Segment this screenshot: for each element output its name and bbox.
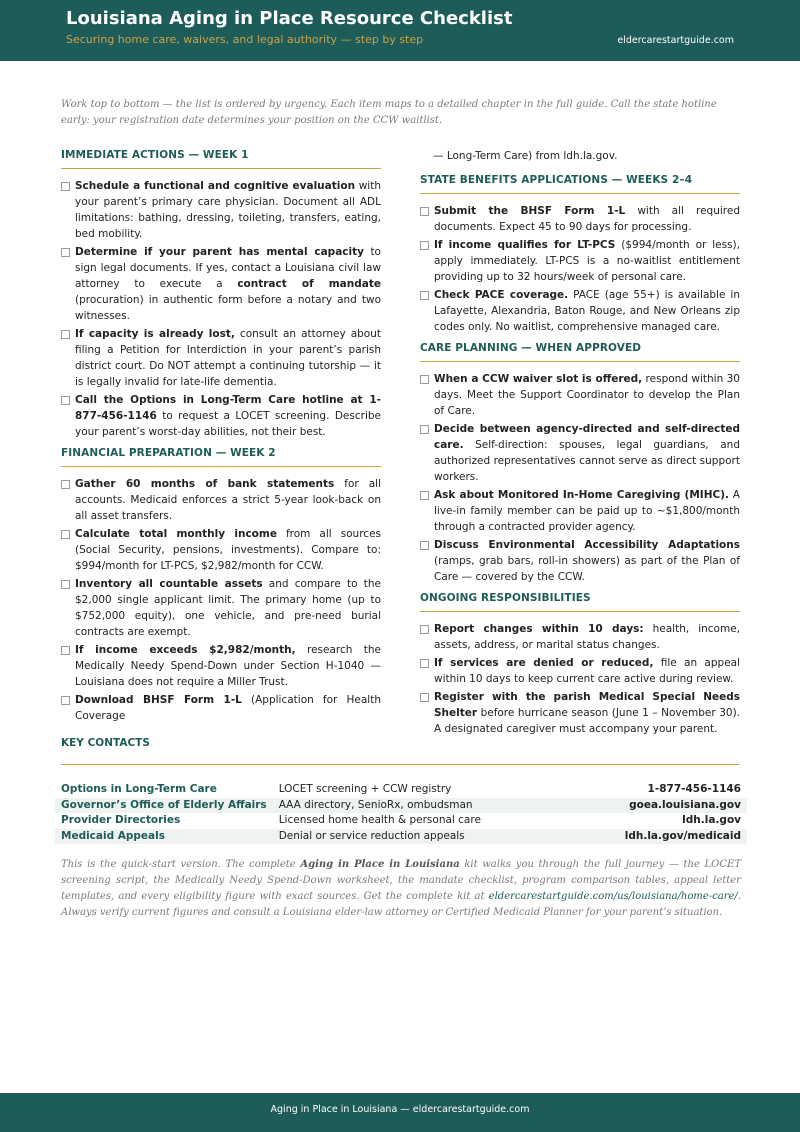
item-lead: Determine if your parent has mental capacity [75, 246, 364, 258]
checklist-state [420, 203, 740, 335]
contact-description: Denial or service reduction appeals [273, 829, 570, 845]
checklist-immediate [61, 178, 381, 440]
item-text: to request a LOCET screening. Describe your parent’s worst-day abilities, not their best. [75, 410, 381, 438]
checkbox[interactable] [420, 659, 429, 668]
page-footer: Aging in Place in Louisiana — eldercarestartguide.com [0, 1093, 800, 1132]
item-lead: Download BHSF Form 1-L [75, 694, 242, 706]
table-row [55, 798, 747, 814]
checklist-item [61, 326, 381, 390]
contact-description: AAA directory, SenioRx, ombudsman [273, 798, 570, 814]
item-lead-inline: contract of mandate [237, 278, 381, 290]
item-continuation: — Long-Term Care) from ldh.la.gov. [433, 150, 618, 162]
checklist-item [420, 287, 740, 335]
item-lead: Call the Options in Long-Term Care hotline at 1-877-456-1146 [75, 394, 381, 422]
item-lead: Register with the parish Medical Special Needs Shelter [434, 691, 740, 719]
item-lead: Check PACE coverage. [434, 289, 569, 301]
section-heading-state: STATE BENEFITS APPLICATIONS — WEEKS 2–4 [420, 173, 740, 194]
item-lead: Report changes within 10 days: [434, 623, 644, 635]
item-text-continued: (procuration) in authentic form before a notary and two witnesses. [75, 294, 381, 322]
item-lead: Inventory all countable assets [75, 578, 263, 590]
checklist-care [420, 371, 740, 585]
item-lead: Submit the BHSF Form 1-L [434, 205, 626, 217]
checklist-item [420, 487, 740, 535]
item-text: file an appeal within 10 days to keep current care active during review. [434, 657, 741, 685]
checklist-item [420, 621, 740, 653]
checklist-item [420, 655, 740, 687]
item-text: (Application for Health Coverage [75, 694, 381, 722]
checklist-item [420, 203, 740, 235]
checkbox[interactable] [420, 425, 429, 434]
item-text: Self-direction: spouses, legal guardians, and authorized representatives cannot serve as direct support workers. [434, 439, 740, 483]
checklist-item [420, 421, 740, 485]
key-contacts-heading: KEY CONTACTS [61, 736, 739, 765]
checkbox[interactable] [61, 182, 70, 191]
key-contacts-table [55, 782, 747, 844]
contact-value[interactable]: goea.louisiana.gov [569, 798, 747, 814]
item-text: (ramps, grab bars, roll-in showers) as part of the Plan of Care — covered by the CCW. [434, 555, 740, 583]
item-text: ($994/month or less), apply immediately. LT-PCS is a no-waitlist entitlement providing up to 32 hours/week of personal care. [434, 239, 740, 283]
contact-name: Provider Directories [61, 814, 181, 826]
checklist-item [61, 692, 381, 724]
item-lead: If income qualifies for LT-PCS [434, 239, 616, 251]
item-lead: Ask about Monitored In-Home Caregiving (MIHC). [434, 489, 729, 501]
checkbox[interactable] [61, 696, 70, 705]
checklist-item [61, 526, 381, 574]
checklist-item [420, 689, 740, 737]
contact-value[interactable]: ldh.la.gov [682, 814, 741, 826]
item-text: consult an attorney about filing a Petition for Interdiction in your parent’s parish district court. Do NOT attempt a continuing tutorship — it is legally invalid for late-life dementia. [75, 328, 381, 388]
checklist-item [420, 371, 740, 419]
checklist-financial [61, 476, 381, 724]
contact-name: Medicaid Appeals [55, 829, 273, 845]
section-heading-ongoing: ONGOING RESPONSIBILITIES [420, 591, 740, 612]
checklist-item [420, 237, 740, 285]
closing-text: This is the quick-start version. The complete [61, 859, 301, 870]
page-title: Louisiana Aging in Place Resource Checklist [66, 8, 513, 29]
item-lead: Calculate total monthly income [75, 528, 277, 540]
checkbox[interactable] [420, 207, 429, 216]
checkbox[interactable] [420, 491, 429, 500]
item-lead: If services are denied or reduced, [434, 657, 654, 669]
checkbox[interactable] [61, 646, 70, 655]
checklist-ongoing [420, 621, 740, 737]
item-text: for all accounts. Medicaid enforces a strict 5-year look-back on all asset transfers. [75, 478, 381, 522]
kit-title: Aging in Place in Louisiana [300, 859, 460, 870]
item-text: respond within 30 days. Meet the Support Coordinator to develop the Plan of Care. [434, 373, 740, 417]
item-text: A live-in family member can be paid up to ~$1,800/month through a contracted provider agency. [434, 489, 740, 533]
kit-link[interactable]: eldercarestartguide.com/us/louisiana/home-care/ [488, 891, 738, 902]
checklist-item [61, 178, 381, 242]
closing-note [61, 857, 741, 921]
checklist-item [61, 642, 381, 690]
checkbox[interactable] [61, 396, 70, 405]
section-heading-care: CARE PLANNING — WHEN APPROVED [420, 341, 740, 362]
checklist-item [61, 392, 381, 440]
page-subtitle: Securing home care, waivers, and legal authority — step by step [66, 33, 424, 46]
checkbox[interactable] [61, 480, 70, 489]
item-text: to sign legal documents. If yes, contact a Louisiana civil law attorney to execute a [75, 246, 381, 290]
item-lead: When a CCW waiver slot is offered, [434, 373, 643, 385]
contact-description: LOCET screening + CCW registry [278, 783, 452, 795]
checklist-item [420, 537, 740, 585]
contact-value[interactable]: 1-877-456-1146 [647, 783, 741, 795]
contact-value[interactable]: ldh.la.gov/medicaid [569, 829, 747, 845]
intro-text: Work top to bottom — the list is ordered by urgency. Each item maps to a detailed chapter in the full guide. Call the state hotline early: your registration date determines your position on the CCW waitlist. [61, 99, 717, 126]
item-lead: Discuss Environmental Accessibility Adaptations [434, 539, 740, 551]
header-site-link[interactable]: eldercarestartguide.com [617, 35, 734, 46]
contact-name: Governor’s Office of Elderly Affairs [55, 798, 273, 814]
table-row [55, 782, 747, 798]
contact-name: Options in Long-Term Care [61, 783, 217, 795]
checkbox[interactable] [61, 580, 70, 589]
checkbox[interactable] [420, 241, 429, 250]
checkbox[interactable] [61, 248, 70, 257]
item-lead: Gather 60 months of bank statements [75, 478, 335, 490]
closing-text: . Always verify current figures and consult a Louisiana elder-law attorney or Certified Medicaid Planner for your parent’s situation. [61, 891, 741, 918]
right-column [420, 148, 740, 743]
item-lead: Schedule a functional and cognitive evaluation [75, 180, 356, 192]
closing-text: kit walks you through the full journey — the LOCET screening script, the Medically Needy Spend-Down worksheet, the mandate checklist, program comparison tables, appeal letter templates, and every eligibility figure with exact sources. Get the complete kit at [61, 859, 741, 902]
checklist-item [61, 476, 381, 524]
checkbox[interactable] [420, 541, 429, 550]
table-row [55, 813, 747, 829]
section-heading-financial: FINANCIAL PREPARATION — WEEK 2 [61, 446, 381, 467]
checkbox[interactable] [420, 625, 429, 634]
contact-description: Licensed home health & personal care [278, 814, 481, 826]
item-text: and compare to the $2,000 single applicant limit. The primary home (up to $752,000 equity), one vehicle, and pre-need burial contracts are exempt. [75, 578, 381, 638]
checkbox[interactable] [420, 291, 429, 300]
item-lead: If capacity is already lost, [75, 328, 235, 340]
checkbox[interactable] [420, 693, 429, 702]
checkbox[interactable] [420, 375, 429, 384]
item-lead: If income exceeds $2,982/month, [75, 644, 296, 656]
checkbox[interactable] [61, 330, 70, 339]
item-lead: Decide between agency-directed and self-directed care. [434, 423, 740, 451]
item-text: PACE (age 55+) is available in Lafayette, Alexandria, Baton Rouge, and New Orleans zip codes only. No waitlist, comprehensive managed care. [434, 289, 740, 333]
section-heading-immediate: IMMEDIATE ACTIONS — WEEK 1 [61, 148, 381, 169]
checkbox[interactable] [61, 530, 70, 539]
page-header [0, 0, 800, 61]
item-text: before hurricane season (June 1 – November 30). A designated caregiver must accompany your parent. [434, 707, 740, 735]
item-text: research the Medically Needy Spend-Down under Section H-1040 — Louisiana does not require a Miller Trust. [75, 644, 381, 688]
checklist-item [61, 576, 381, 640]
item-text: health, income, assets, address, or marital status changes. [434, 623, 740, 651]
left-column [61, 148, 381, 730]
table-row [55, 829, 747, 845]
item-text: from all sources (Social Security, pensions, investments). Compare to: $994/month for LT-PCS, $2,982/month for CCW. [75, 528, 381, 572]
item-text: with all required documents. Expect 45 to 90 days for processing. [434, 205, 740, 233]
checklist-item [61, 244, 381, 324]
item-text: with your parent’s primary care physician. Document all ADL limitations: bathing, dressing, toileting, transfers, eating, bed mobility. [75, 180, 381, 240]
